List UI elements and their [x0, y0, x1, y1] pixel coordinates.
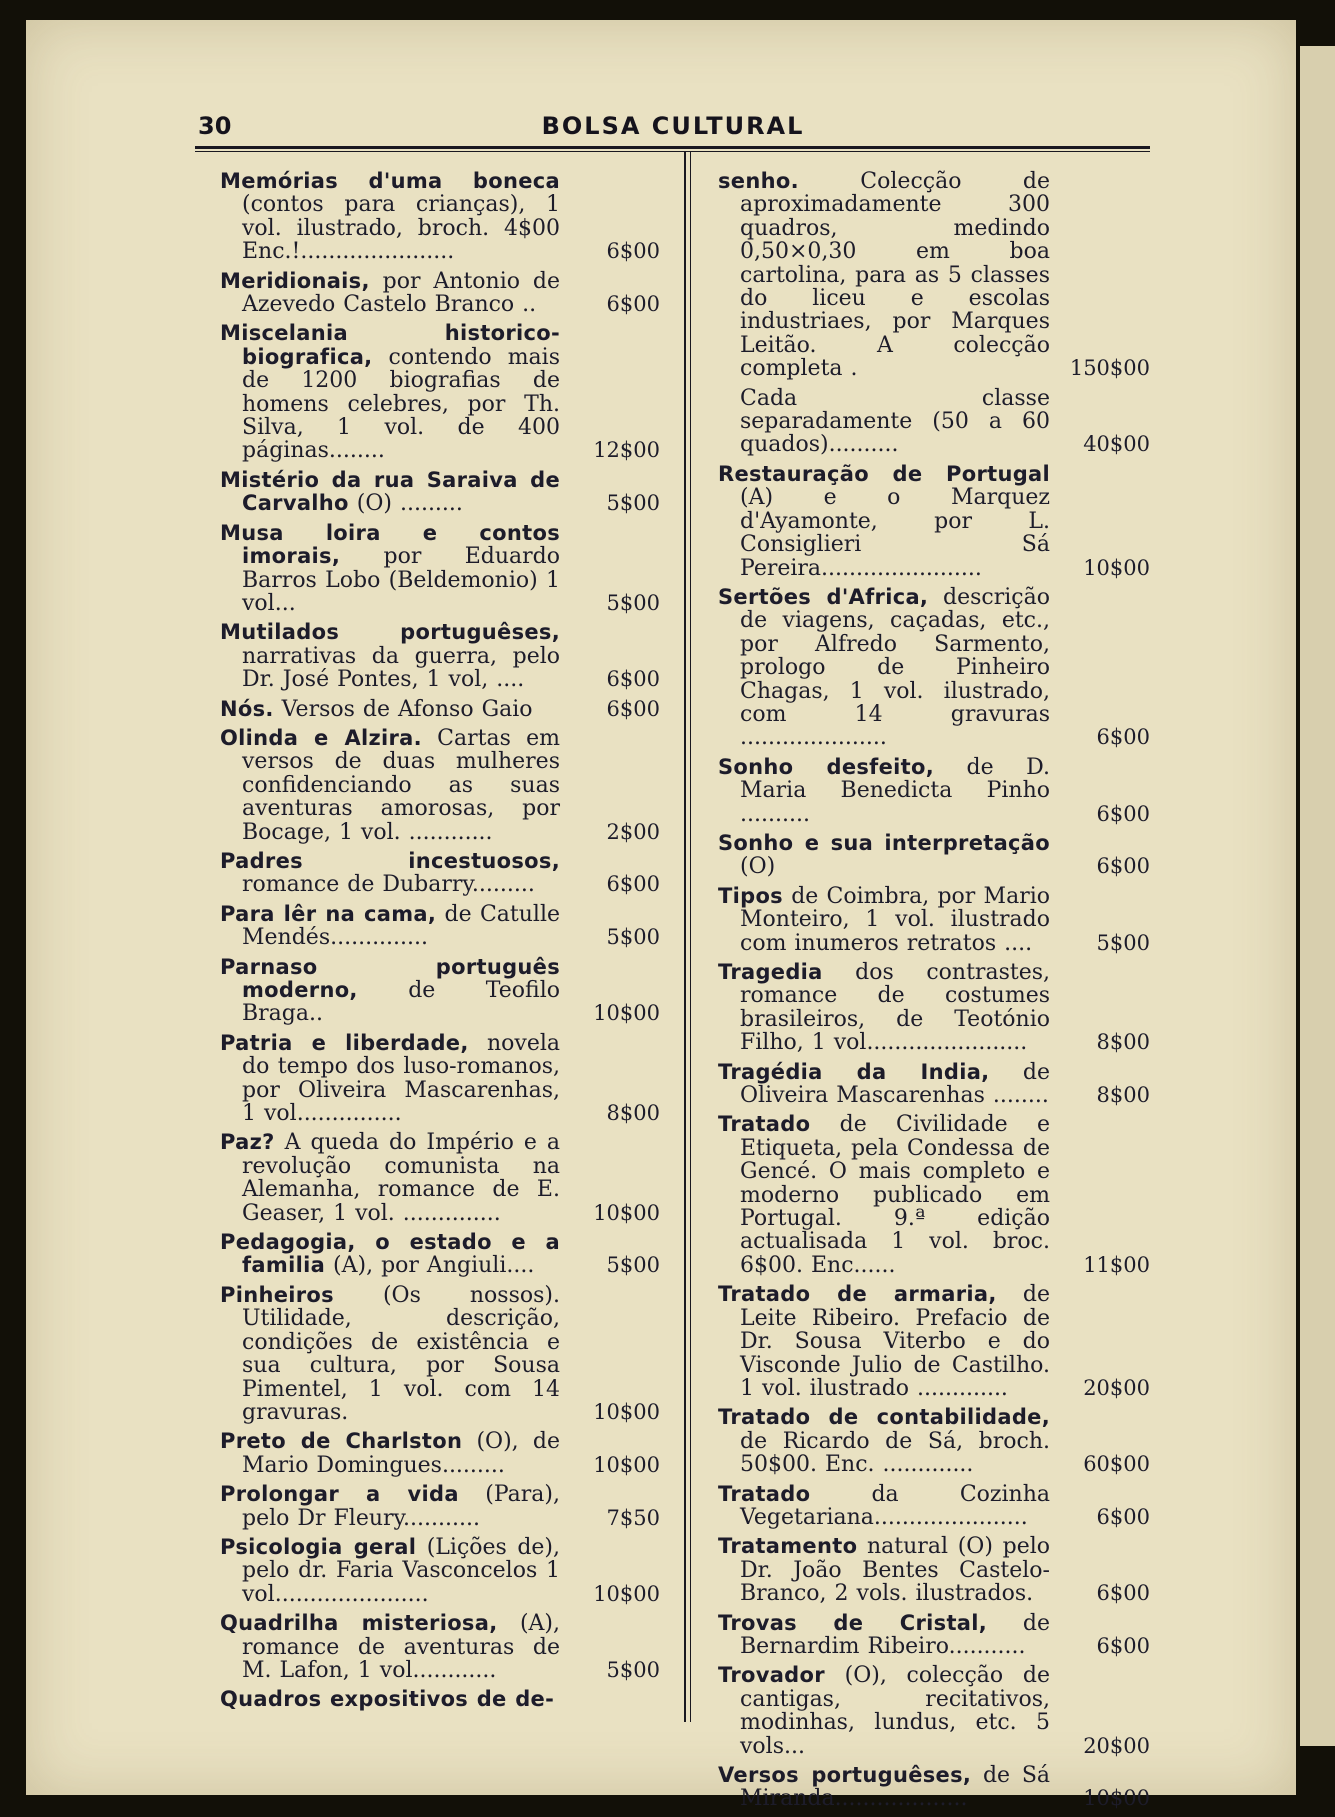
entry-text: [718, 832, 1050, 879]
entry-description: por Eduardo Barros Lobo (Beldemonio) 1 vol...: [242, 544, 560, 616]
entry-price: 6$00: [1096, 1504, 1150, 1529]
entry-description: Versos de Afonso Gaio: [273, 696, 533, 722]
entry-description: descrição de viagens, caçadas, etc., por Alfredo Sarmento, prologo de Pinheiro Chagas, 1 vol. ilustrado, com 14 gravuras .....................: [740, 584, 1050, 751]
entry-title: Meridionais,: [220, 268, 370, 293]
catalog-entry: [220, 621, 660, 691]
entry-price: 10$00: [593, 1581, 660, 1606]
entry-description: (A), romance de aventuras de M. Lafon, 1 vol............: [242, 1611, 560, 1683]
entry-price: 40$00: [1083, 432, 1150, 457]
entry-description: romance de Dubarry.........: [242, 872, 535, 898]
entry-description: (contos para crianças), 1 vol. ilustrado, broch. 4$00 Enc.!......................: [242, 192, 560, 265]
entry-price: 8$00: [1096, 1030, 1150, 1055]
entry-title: Psicologia geral: [220, 1534, 417, 1559]
entry-description: natural (O) pelo Dr. João Bentes Castelo-Branco, 2 vols. ilustrados.: [740, 1534, 1050, 1607]
entry-text: [718, 586, 1050, 750]
entry-price: 12$00: [593, 438, 660, 463]
entry-description: Cartas em versos de duas mulheres confidenciando as suas aventuras amorosas, por Bocage, 1 vol. ............: [242, 725, 560, 845]
entry-title: Memórias d'uma boneca: [220, 169, 560, 193]
entry-text: [220, 1430, 560, 1477]
entry-description: (Para), pelo Dr Fleury...........: [242, 1482, 561, 1531]
entry-description: (O): [740, 854, 776, 880]
entry-text: [718, 1283, 1050, 1400]
catalog-entry: [718, 1764, 1150, 1811]
entry-price: 20$00: [1083, 1375, 1150, 1400]
entry-title: Mutilados portuguêses,: [220, 620, 560, 645]
entry-description: de Catulle Mendés..............: [242, 901, 560, 951]
entry-price: 60$00: [1083, 1452, 1150, 1477]
running-title: BOLSA CULTURAL: [541, 112, 805, 140]
entry-description: narrativas da guerra, pelo Dr. José Pontes, 1 vol, ....: [242, 643, 560, 693]
entry-title: Prolongar a vida: [220, 1482, 459, 1507]
entry-title: Tragedia: [718, 960, 823, 984]
catalog-entry: [718, 170, 1150, 381]
catalog-entry: [220, 1032, 660, 1126]
entry-title: Trovas de Cristal,: [718, 1610, 988, 1635]
entry-description: A queda do Império e a revolução comunista na Alemanha, romance de E. Geaser, 1 vol. ..............: [242, 1130, 560, 1226]
entry-price: 6$00: [1096, 725, 1150, 750]
catalog-entry: [220, 469, 660, 516]
entry-text: [220, 1688, 560, 1711]
catalog-entry: [718, 1535, 1150, 1605]
entry-price: 5$00: [1096, 930, 1150, 955]
entry-title: Restauração de Portugal: [718, 461, 1050, 486]
entry-price: 8$00: [1096, 1083, 1150, 1108]
entry-price: 10$00: [593, 1452, 660, 1477]
entry-text: [718, 756, 1050, 826]
entry-price: 2$00: [606, 819, 660, 844]
entry-title: Trovador: [718, 1663, 825, 1688]
entry-title: Versos portuguêses,: [718, 1763, 972, 1787]
entry-description: de Ricardo de Sá, broch. 50$00. Enc. .............: [740, 1428, 1050, 1478]
catalog-entry: [220, 1430, 660, 1477]
entry-price: 5$00: [606, 590, 660, 615]
right-column: [718, 170, 1150, 1817]
catalog-entry: [220, 170, 660, 264]
catalog-entry: [718, 1664, 1150, 1758]
entry-price: 6$00: [1096, 1633, 1150, 1658]
entry-text: [220, 322, 560, 462]
entry-title: Nós.: [220, 696, 274, 721]
column-divider-thin: [690, 152, 691, 1722]
entry-description: dos contrastes, romance de costumes brasileiros, de Teotónio Filho, 1 vol.......................: [740, 960, 1050, 1056]
entry-price: 6$00: [1096, 1581, 1150, 1606]
entry-text: [220, 727, 560, 844]
entry-text: [718, 1535, 1050, 1605]
entry-text: [220, 850, 560, 897]
page-header: [198, 112, 1148, 148]
entry-description: da Cozinha Vegetariana......................: [740, 1481, 1050, 1530]
entry-text: [220, 1131, 560, 1225]
entry-text: [220, 1032, 560, 1126]
catalog-entry: [718, 1406, 1150, 1476]
entry-title: Parnaso português moderno,: [220, 954, 560, 1002]
entry-text: [718, 1612, 1050, 1659]
entry-price: 5$00: [606, 491, 660, 516]
entry-title: Pinheiros: [220, 1282, 334, 1307]
entry-text: [220, 1231, 560, 1278]
entry-price: 6$00: [606, 667, 660, 692]
catalog-entry: [718, 832, 1150, 879]
catalog-entry: [220, 270, 660, 317]
entry-description: de Sá Miranda...................: [740, 1763, 1051, 1812]
catalog-entry: [220, 698, 660, 721]
entry-price: 6$00: [606, 696, 660, 721]
catalog-entry: [220, 1688, 660, 1711]
entry-title: Padres incestuosos,: [220, 848, 560, 873]
entry-title: Quadros expositivos de de-: [220, 1687, 555, 1712]
catalog-entry: [718, 756, 1150, 826]
entry-title: Mistério da rua Saraiva de Carvalho: [220, 467, 560, 516]
entry-text: [220, 1536, 560, 1606]
catalog-entry: [220, 727, 660, 844]
entry-text: [718, 463, 1050, 580]
catalog-entry: [220, 850, 660, 897]
entry-title: Quadrilha misteriosa,: [220, 1611, 498, 1636]
entry-title: Tratado de contabilidade,: [718, 1405, 1050, 1430]
catalog-entry: [220, 522, 660, 616]
entry-text: [220, 270, 560, 317]
entry-price: 6$00: [606, 872, 660, 897]
entry-price: 10$00: [1083, 555, 1150, 580]
entry-price: 10$00: [593, 1001, 660, 1026]
catalog-entry: [220, 903, 660, 950]
entry-text: [718, 387, 1050, 457]
entry-text: [718, 1113, 1050, 1277]
entry-description: (Os nossos). Utilidade, descrição, condições de existência e sua cultura, por Sousa Pimentel, 1 vol. com 14 gravuras.: [242, 1282, 560, 1425]
entry-price: 6$00: [1096, 801, 1150, 826]
entry-text: [718, 885, 1050, 955]
entry-title: Olinda e Alzira.: [220, 725, 422, 750]
entry-price: 5$00: [606, 925, 660, 950]
catalog-entry: [220, 1131, 660, 1225]
entry-description: por Antonio de Azevedo Castelo Branco ..: [242, 268, 560, 318]
page-number: 30: [198, 112, 232, 140]
catalog-entry: [220, 1612, 660, 1682]
entry-title: Sertões d'Africa,: [718, 584, 929, 609]
catalog-entry: [718, 387, 1150, 457]
entry-description: Colecção de aproximadamente 300 quadros, medindo 0,50×0,30 em boa cartolina, para as 5 classes do liceu e escolas industriaes, por Marques Leitão. A colecção completa .: [740, 169, 1050, 382]
entry-text: [220, 903, 560, 950]
entry-price: 7$50: [606, 1505, 660, 1530]
entry-title: Preto de Charlston: [220, 1429, 463, 1454]
catalog-entry: [220, 1284, 660, 1424]
catalog-entry: [718, 1483, 1150, 1530]
entry-description: contendo mais de 1200 biografias de homens celebres, por Th. Silva, 1 vol. de 400 páginas........: [242, 344, 560, 464]
entry-price: 8$00: [606, 1101, 660, 1126]
entry-title: Tratamento: [718, 1534, 858, 1559]
entry-description: de Oliveira Mascarenhas ........: [740, 1059, 1050, 1109]
catalog-entry: [718, 1113, 1150, 1277]
entry-description: (A) e o Marquez d'Ayamonte, por L. Consiglieri Sá Pereira.......................: [740, 485, 1050, 581]
catalog-entry: [718, 463, 1150, 580]
entry-description: (Lições de), pelo dr. Faria Vasconcelos 1 vol......................: [242, 1534, 560, 1607]
entry-text: [220, 621, 560, 691]
catalog-entry: [718, 1612, 1150, 1659]
catalog-entry: [718, 1283, 1150, 1400]
entry-price: 150$00: [1069, 356, 1150, 381]
entry-title: Sonho e sua interpretação: [718, 830, 1050, 855]
entry-text: [718, 1764, 1050, 1811]
catalog-entry: [718, 1061, 1150, 1108]
entry-title: Miscelania historico-biografica,: [220, 321, 560, 369]
entry-text: [220, 1284, 560, 1424]
entry-description: de Bernardim Ribeiro...........: [740, 1610, 1050, 1659]
entry-title: Tragédia da India,: [718, 1059, 990, 1084]
entry-text: [718, 1061, 1050, 1108]
entry-price: 5$00: [606, 1253, 660, 1278]
catalog-entry: [220, 1483, 660, 1530]
entry-price: 10$00: [1083, 1786, 1150, 1811]
entry-text: [220, 956, 560, 1026]
entry-title: Pedagogia, o estado e a familia: [220, 1230, 560, 1278]
catalog-entry: [220, 1536, 660, 1606]
entry-description: novela do tempo dos luso-romanos, por Oliveira Mascarenhas, 1 vol...............: [242, 1030, 560, 1127]
entry-text: [718, 1483, 1050, 1530]
catalog-entry: [718, 586, 1150, 750]
entry-title: Patria e liberdade,: [220, 1030, 469, 1055]
entry-text: [220, 1483, 560, 1530]
entry-description: Cada classe separadamente (50 a 60 quados)..........: [740, 385, 1050, 458]
entry-title: senho.: [718, 169, 799, 193]
entry-price: 11$00: [1083, 1252, 1150, 1277]
entry-description: de Leite Ribeiro. Prefacio de Dr. Sousa Viterbo e do Visconde Julio de Castilho. 1 vol. ilustrado .............: [740, 1282, 1050, 1401]
entry-text: [220, 522, 560, 616]
entry-title: Tratado de armaria,: [718, 1282, 997, 1307]
entry-price: 6$00: [606, 239, 660, 264]
entry-price: 10$00: [593, 1399, 660, 1424]
entry-text: [718, 170, 1050, 381]
entry-title: Paz?: [220, 1130, 275, 1155]
catalog-entry: [220, 956, 660, 1026]
catalog-entry: [718, 885, 1150, 955]
entry-description: de Coimbra, por Mario Monteiro, 1 vol. ilustrado com inumeros retratos ....: [740, 883, 1050, 956]
entry-price: 20$00: [1083, 1733, 1150, 1758]
catalog-entry: [718, 961, 1150, 1055]
entry-description: (O), de Mario Domingues.........: [242, 1429, 560, 1478]
entry-price: 5$00: [606, 1657, 660, 1682]
entry-title: Tipos: [718, 883, 783, 908]
entry-text: [220, 469, 560, 516]
entry-title: Tratado: [718, 1481, 811, 1506]
catalog-entry: [220, 322, 660, 462]
entry-title: Sonho desfeito,: [718, 754, 935, 779]
entry-title: Musa loira e contos imorais,: [220, 520, 560, 569]
entry-text: [718, 1406, 1050, 1476]
entry-text: [718, 1664, 1050, 1758]
left-column: [220, 170, 660, 1718]
entry-price: 6$00: [1096, 854, 1150, 879]
catalog-entry: [220, 1231, 660, 1278]
entry-text: [220, 698, 560, 721]
entry-text: [220, 1612, 560, 1682]
header-rule-thin: [195, 151, 1150, 152]
entry-description: de Teofilo Braga..: [242, 978, 560, 1027]
entry-description: (O) .........: [348, 491, 463, 517]
entry-title: Tratado: [718, 1112, 811, 1137]
entry-text: [718, 961, 1050, 1055]
header-rule: [195, 146, 1150, 149]
entry-text: [220, 170, 560, 264]
entry-description: de D. Maria Benedicta Pinho ..........: [740, 754, 1050, 827]
entry-description: de Civilidade e Etiqueta, pela Condessa de Gencé. O mais completo e moderno publicado em Portugal. 9.ª edição actualisada 1 vol. broc. 6$00. Enc......: [740, 1112, 1050, 1278]
entry-title: Para lêr na cama,: [220, 901, 437, 926]
next-page-edge: [1300, 46, 1335, 1746]
entry-description: (A), por Angiuli....: [325, 1253, 535, 1279]
entry-description: (O), colecção de cantigas, recitativos, modinhas, lundus, etc. 5 vols...: [740, 1663, 1050, 1759]
entry-price: 6$00: [606, 292, 660, 317]
entry-price: 10$00: [593, 1200, 660, 1225]
column-divider: [684, 152, 686, 1722]
